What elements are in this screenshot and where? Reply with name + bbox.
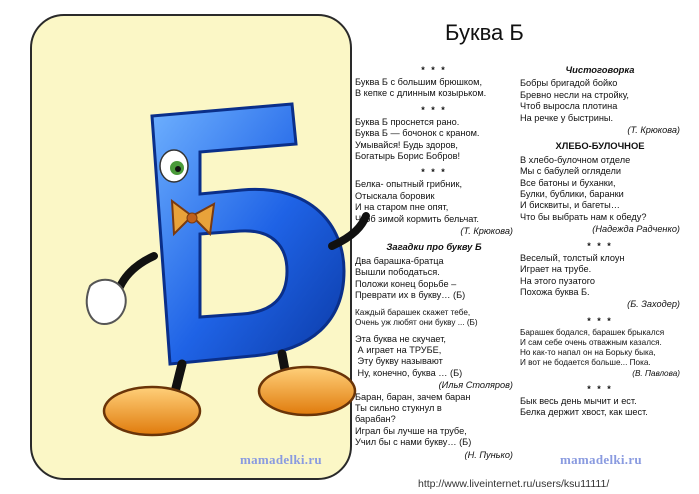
poem-line: И сам себе очень отважным казался. [520, 337, 662, 347]
poem-line: Белка держит хвост, как шест. [520, 407, 648, 418]
letter-counter-shape [200, 231, 287, 317]
poem-line: Играет на трубе. [520, 264, 592, 275]
stars-separator: * * * [421, 167, 447, 178]
stars-separator: * * * [421, 65, 447, 75]
poem-line: Белка- опытный грибник, [355, 179, 463, 190]
poem-author: (Т. Крюкова) [627, 125, 680, 136]
poem-line: Что бы выбрать нам к обеду? [520, 211, 647, 222]
poem-line: Ты сильно стукнул в [355, 402, 442, 413]
poem-stanza [520, 396, 680, 419]
poem-line: Веселый, толстый клоун [520, 252, 625, 263]
poem-author: (В. Павлова) [632, 368, 680, 378]
poem-line: Положи конец борьбе – [355, 278, 457, 289]
poem-line: Все батоны и буханки, [520, 177, 616, 188]
poem-line: А играет на ТРУБЕ, [355, 344, 442, 355]
poem-line: Богатырь Борис Бобров! [355, 151, 461, 162]
poem-line: барабан? [355, 414, 396, 425]
poem-line: И вот не бодается больше... Пока. [520, 357, 651, 367]
poem-line: Умывайся! Будь здоров, [355, 139, 458, 150]
poem-line: И на старом пне опят, [355, 202, 449, 213]
poem-line: Чтоб выросла плотина [520, 101, 618, 112]
poem-line: На этого пузатого [520, 275, 595, 286]
letter-b-character-illustration [82, 66, 372, 446]
poem-stanza [355, 117, 513, 163]
poem-author: (Б. Заходер) [627, 299, 680, 310]
stars-separator: * * * [587, 383, 613, 394]
poem-stanza [520, 328, 680, 368]
poem-line: Бобры бригадой бойко [520, 78, 618, 89]
poem-line: На речке у быстрины. [520, 112, 614, 123]
poem-author: (Илья Столяров) [438, 380, 513, 391]
poem-stanza [355, 179, 513, 225]
poem-line: Буква Б — бочонок с краном. [355, 128, 480, 139]
section-heading: ХЛЕБО-БУЛОЧНОЕ [555, 140, 645, 152]
poem-line: Бык весь день мычит и ест. [520, 395, 637, 406]
poem-line: Мы с бабулей оглядели [520, 166, 621, 177]
poem-line: Чтоб зимой кормить бельчат. [355, 213, 479, 224]
poem-line: Два барашка-братца [355, 255, 444, 266]
poem-stanza [520, 155, 680, 223]
stars-separator: * * * [587, 315, 613, 326]
section-heading: Загадки про букву Б [386, 241, 482, 253]
poem-line: И бисквиты, и багеты… [520, 200, 620, 211]
poem-line: Барашек бодался, барашек брыкался [520, 327, 665, 337]
watermark-left: mamadelki.ru [240, 452, 322, 467]
poem-line: Преврати их в букву… (Б) [355, 290, 466, 301]
poem-stanza [355, 392, 513, 449]
left-text-column [355, 60, 513, 461]
poem-line: Буква Б проснется рано. [355, 116, 460, 127]
poem-line: В хлебо-булочном отделе [520, 154, 631, 165]
poem-line: Очень уж любят они букву ... (Б) [355, 317, 478, 327]
poem-line: В кепке с длинным козырьком. [355, 88, 487, 99]
section-heading: Чистоговорка [565, 64, 635, 75]
stars-separator: * * * [421, 104, 447, 115]
watermark-right: mamadelki.ru [560, 452, 642, 467]
right-shoe-shape [259, 367, 355, 415]
poem-line: Вышли пободаться. [355, 267, 440, 278]
poem-line: Ну, конечно, буква … (Б) [355, 367, 463, 378]
poem-line: Похожа буква Б. [520, 286, 590, 297]
source-url: http://www.liveinternet.ru/users/ksu11111/ [418, 478, 610, 490]
left-shoe-shape [104, 387, 200, 435]
right-text-column [520, 60, 680, 419]
poem-author: (Н. Пунько) [464, 449, 513, 460]
poem-line: Бревно несли на стройку, [520, 89, 629, 100]
poem-stanza [520, 253, 680, 299]
poem-line: Но как-то напал он на Борьку быка, [520, 347, 656, 357]
poem-line: Эта буква не скучает, [355, 333, 446, 344]
poem-line: Каждый барашек скажет тебе, [355, 307, 471, 317]
illustration-card [30, 14, 352, 480]
poem-author: (Т. Крюкова) [460, 226, 513, 237]
page-title: Буква Б [445, 20, 524, 45]
poem-stanza [355, 77, 513, 100]
poem-line: Эту букву называют [355, 356, 443, 367]
poem-line: Баран, баран, зачем баран [355, 391, 471, 402]
glove-shape [87, 280, 126, 324]
poem-author: (Надежда Радченко) [592, 224, 680, 235]
poem-line: Играл бы лучше на трубе, [355, 425, 467, 436]
poem-line: Буква Б с большим брюшком, [355, 77, 483, 87]
stars-separator: * * * [587, 240, 613, 251]
poem-line: Отыскала боровик [355, 190, 435, 201]
poem-stanza [355, 308, 513, 328]
poem-line: Булки, бублики, баранки [520, 189, 624, 200]
poem-line: Учил бы с нами букву… (Б) [355, 437, 472, 448]
poem-stanza [355, 334, 513, 380]
poem-stanza [355, 256, 513, 302]
poem-stanza [520, 78, 680, 124]
